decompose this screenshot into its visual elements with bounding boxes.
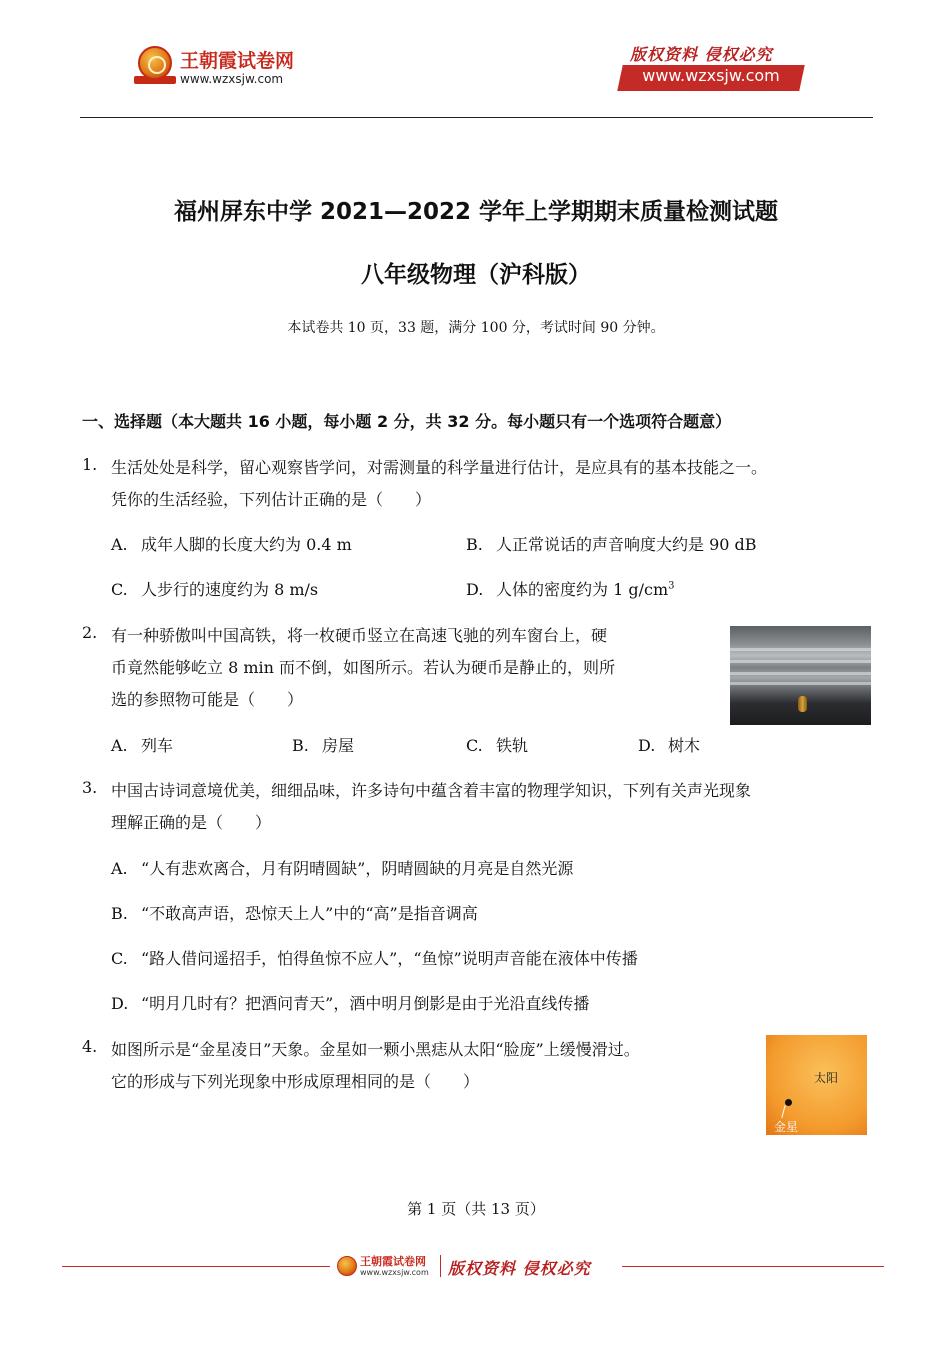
footer-logo-seal-icon (337, 1256, 357, 1276)
option-text: 人正常说话的声音响度大约是 90 dB (496, 535, 757, 554)
option-letter: B. (292, 736, 309, 755)
question-3-option-d (111, 991, 589, 1014)
exam-title: 福州屏东中学 2021—2022 学年上学期期末质量检测试题 (173, 199, 779, 225)
question-1-line-2: 凭你的生活经验，下列估计正确的是（ ） (111, 490, 432, 509)
window-sill-stripe (730, 660, 871, 663)
option-text: 成年人脚的长度大约为 0.4 m (141, 535, 352, 554)
question-2-option-c (466, 733, 528, 756)
copyright-notice: 版权资料 侵权必究 (630, 45, 773, 64)
page-number: 第 1 页（共 13 页） (407, 1200, 545, 1218)
option-text: “路人借问遥招手，怕得鱼惊不应人”，“鱼惊”说明声音能在液体中传播 (141, 949, 638, 968)
question-3-line-2: 理解正确的是（ ） (111, 813, 272, 832)
coin-icon (798, 696, 807, 712)
question-4-line-2: 它的形成与下列光现象中形成原理相同的是（ ） (111, 1072, 480, 1091)
option-text: 人体的密度约为 1 g/cm (496, 580, 669, 599)
window-sill-stripe (730, 672, 871, 675)
option-letter: C. (111, 949, 128, 968)
option-letter: A. (111, 535, 128, 554)
option-letter: D. (111, 994, 129, 1013)
option-letter: B. (111, 904, 128, 923)
question-2-option-b (292, 733, 354, 756)
question-4-line-1: 如图所示是“金星凌日”天象。金星如一颗小黑痣从太阳“脸庞”上缓慢滑过。 (111, 1040, 640, 1059)
copyright-block (620, 42, 802, 92)
footer-copyright: 版权资料 侵权必究 (448, 1259, 591, 1278)
footer-logo-name: 王朝霞试卷网 (360, 1255, 426, 1268)
question-1-option-c (111, 577, 318, 600)
question-1-option-b (466, 532, 757, 555)
exam-subtitle: 八年级物理（沪科版） (361, 262, 591, 288)
option-superscript: 3 (668, 580, 675, 592)
option-letter: D. (638, 736, 656, 755)
site-logo[interactable] (134, 42, 324, 92)
question-2-number: 2. (82, 623, 98, 642)
option-text: 树木 (668, 736, 701, 755)
option-text: “人有悲欢离合，月有阴晴圆缺”，阴晴圆缺的月亮是自然光源 (141, 859, 574, 878)
exam-info: 本试卷共 10 页，33 题，满分 100 分，考试时间 90 分钟。 (287, 320, 665, 336)
header-divider (80, 117, 873, 118)
question-2-line-2: 币竟然能够屹立 8 min 而不倒，如图所示。若认为硬币是静止的，则所 (111, 658, 616, 677)
section-heading: 一、选择题（本大题共 16 小题，每小题 2 分，共 32 分。每小题只有一个选项符合题意） (82, 412, 732, 431)
question-2-line-3: 选的参照物可能是（ ） (111, 690, 304, 709)
option-text: “不敢高声语，恐惊天上人”中的“高”是指音调高 (141, 904, 478, 923)
footer-logo-url[interactable]: www.wzxsjw.com (360, 1268, 429, 1277)
option-text: 人步行的速度约为 8 m/s (141, 580, 319, 599)
option-text: 列车 (141, 736, 174, 755)
venus-transit-photo (766, 1035, 867, 1135)
question-1-option-d (466, 577, 675, 600)
option-letter: A. (111, 859, 128, 878)
option-letter: C. (111, 580, 128, 599)
venus-dot (785, 1099, 792, 1106)
footer-divider-left (62, 1266, 330, 1267)
question-3-line-1: 中国古诗词意境优美，细细品味，许多诗句中蕴含着丰富的物理学知识，下列有关声光现象 (111, 781, 752, 800)
venus-label: 金星 (774, 1120, 799, 1134)
question-2-line-1: 有一种骄傲叫中国高铁，将一枚硬币竖立在高速飞驰的列车窗台上，硬 (111, 626, 608, 645)
option-letter: A. (111, 736, 128, 755)
option-letter: C. (466, 736, 483, 755)
url-banner-text[interactable]: www.wzxsjw.com (642, 66, 780, 85)
question-2-option-d (638, 733, 700, 756)
window-sill-stripe (730, 682, 871, 685)
logo-seal-icon (138, 46, 172, 80)
window-sill-stripe (730, 648, 871, 651)
question-3-option-a (111, 856, 573, 879)
option-text: “明月几时有？把酒问青天”，酒中明月倒影是由于光沿直线传播 (141, 994, 590, 1013)
logo-name: 王朝霞试卷网 (180, 50, 295, 72)
question-2-option-a (111, 733, 173, 756)
question-4-number: 4. (82, 1037, 98, 1056)
option-letter: B. (466, 535, 483, 554)
option-text: 铁轨 (496, 736, 529, 755)
question-1-line-1: 生活处处是科学，留心观察皆学问，对需测量的科学量进行估计，是应具有的基本技能之一。 (111, 458, 768, 477)
question-3-number: 3. (82, 778, 98, 797)
option-letter: D. (466, 580, 484, 599)
question-1-number: 1. (82, 455, 98, 474)
question-3-option-c (111, 946, 638, 969)
train-coin-photo (730, 626, 871, 725)
footer-divider-right (622, 1266, 884, 1267)
question-1-option-a (111, 532, 352, 555)
sun-label: 太阳 (814, 1071, 839, 1085)
logo-url[interactable]: www.wzxsjw.com (180, 72, 284, 86)
footer-separator (440, 1255, 441, 1277)
option-text: 房屋 (322, 736, 355, 755)
question-3-option-b (111, 901, 478, 924)
